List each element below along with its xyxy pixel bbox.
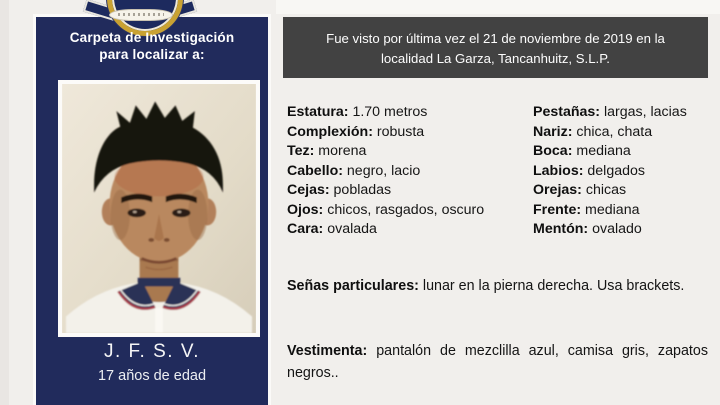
- portrait-photo: [58, 80, 260, 337]
- attribute-label: Ojos:: [287, 201, 324, 218]
- attributes-right-column: [533, 103, 718, 240]
- agency-seal-logo: [88, 0, 192, 32]
- attribute-label: Mentón:: [533, 221, 589, 237]
- attribute-label: Orejas:: [533, 182, 582, 198]
- page-left-margin: [0, 0, 9, 405]
- portrait-illustration: [62, 84, 256, 333]
- attribute-value: pobladas: [333, 182, 392, 198]
- last-seen-line1: Fue visto por última vez el 21 de noviembre de 2019 en la: [326, 31, 665, 46]
- seal-banner-microtext: [118, 13, 164, 16]
- last-seen-banner: [283, 17, 708, 78]
- attribute-row: [287, 181, 527, 201]
- panel-title-line2: para localizar a:: [99, 46, 205, 62]
- person-initials: J. F. S. V.: [103, 341, 201, 362]
- attribute-label: Tez:: [287, 143, 315, 159]
- page-top-margin: [276, 0, 720, 14]
- seal-banner-icon: [109, 9, 173, 21]
- attribute-row: [533, 162, 718, 182]
- attribute-row: [533, 220, 718, 240]
- attribute-row: [287, 142, 527, 162]
- attribute-value: 1.70 metros: [352, 104, 428, 120]
- panel-title: [36, 30, 268, 63]
- attribute-row: [287, 123, 527, 143]
- attribute-label: Labios:: [533, 162, 584, 179]
- attribute-label: Boca:: [533, 143, 573, 159]
- attribute-value: chica, chata: [576, 123, 653, 140]
- attribute-row: [533, 103, 718, 123]
- attribute-value: morena: [318, 143, 367, 159]
- distinguishing-marks-value: lunar en la pierna derecha. Usa brackets.: [422, 278, 685, 294]
- person-age: 17 años de edad: [97, 368, 207, 384]
- attribute-row: [533, 142, 718, 162]
- distinguishing-marks-label: Señas particulares:: [287, 278, 419, 294]
- clothing-note: [287, 341, 708, 384]
- attribute-label: Cara:: [287, 221, 324, 237]
- attribute-label: Frente:: [533, 201, 582, 218]
- clothing-value: pantalón de mezclilla azul, camisa gris, zapatos negros..: [287, 343, 708, 381]
- attribute-value: mediana: [576, 143, 631, 159]
- attribute-row: [287, 103, 527, 123]
- attribute-label: Nariz:: [533, 123, 573, 140]
- attribute-value: chicas: [585, 182, 627, 198]
- distinguishing-marks-note: [287, 276, 708, 298]
- clothing-label: Vestimenta:: [287, 343, 368, 359]
- attributes-left-column: [287, 103, 527, 240]
- attribute-value: delgados: [587, 162, 645, 179]
- attribute-value: negro, lacio: [346, 162, 421, 179]
- last-seen-line2: localidad La Garza, Tancanhuitz, S.L.P.: [381, 50, 610, 66]
- attribute-value: largas, lacias: [603, 104, 687, 120]
- attribute-value: mediana: [585, 201, 640, 218]
- attribute-label: Cejas:: [287, 182, 330, 198]
- attribute-row: [287, 201, 527, 221]
- attribute-label: Cabello:: [287, 162, 343, 179]
- attribute-value: ovalada: [327, 221, 377, 237]
- attribute-row: [287, 220, 527, 240]
- attribute-row: [533, 201, 718, 221]
- attribute-label: Pestañas:: [533, 104, 601, 120]
- attribute-row: [287, 162, 527, 182]
- attribute-label: Complexión:: [287, 123, 373, 140]
- attribute-value: ovalado: [592, 221, 642, 237]
- attribute-row: [533, 123, 718, 143]
- attribute-value: robusta: [376, 123, 425, 140]
- attribute-label: Estatura:: [287, 104, 349, 120]
- attribute-row: [533, 181, 718, 201]
- panel-title-line1: Carpeta de Investigación: [69, 30, 235, 45]
- attribute-value: chicos, rasgados, oscuro: [327, 201, 485, 218]
